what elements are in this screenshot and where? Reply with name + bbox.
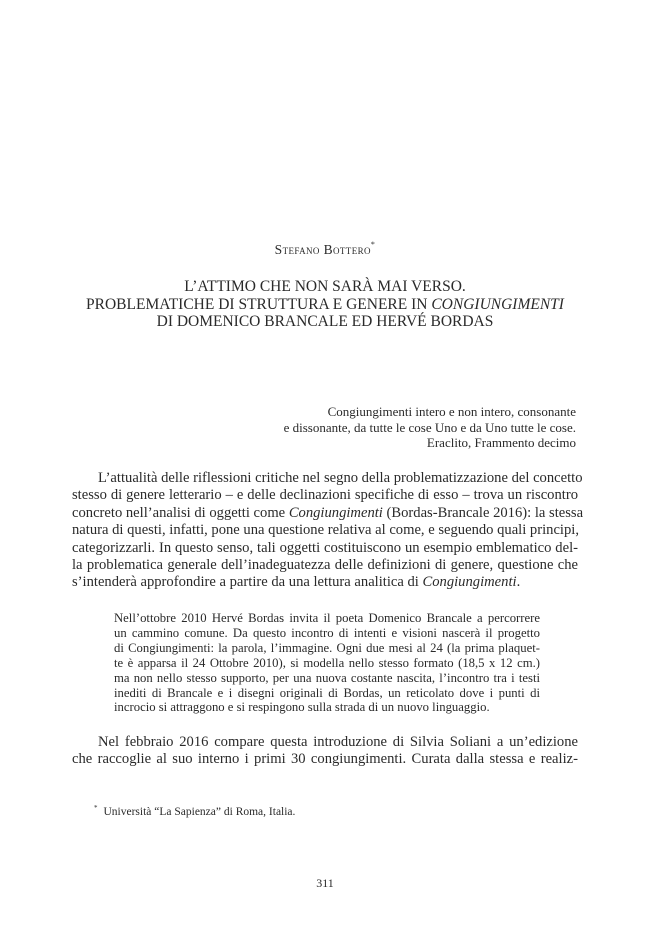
paragraph-1-line: stesso di genere letterario – e delle declinazioni specifiche di esso – trova un riscontro: [72, 487, 578, 504]
author-footnote-marker[interactable]: *: [370, 240, 376, 249]
paragraph-1-line: [72, 504, 584, 522]
paragraph-1-line: [72, 574, 578, 591]
epigraph-attribution: Eraclito, Frammento decimo: [426, 435, 576, 451]
paragraph-1-line: L’attualità delle riflessioni critiche nel segno della problematizzazione del concetto: [98, 470, 583, 486]
title-work-name: CONGIUNGIMENTI: [431, 295, 564, 313]
quote-line: incrocio si attraggono e si respingono sulla strada di un nuovo linguaggio.: [114, 700, 490, 715]
footnote: [94, 806, 295, 818]
text-run: (Bordas-Brancale 2016): la stessa: [382, 504, 584, 521]
paragraph-2-line: Nel febbraio 2016 compare questa introduzione di Silvia Soliani a un’edizione: [98, 734, 578, 750]
block-quote: [114, 611, 540, 715]
text-run: .: [516, 574, 521, 591]
quote-line: inediti di Brancale e i disegni originali di Bordas, un reticolato dove i punti di: [114, 685, 540, 700]
paragraph-2-line: che raccoglie al suo interno i primi 30 congiungimenti. Curata dalla stessa e realiz-: [72, 751, 578, 768]
quote-line: te è apparsa il 24 Ottobre 2010), si modella nello stesso formato (18,5 x 12 cm.): [114, 655, 540, 670]
article-title: [60, 278, 590, 331]
paragraph-1-line: la problematica generale dell’inadeguatezza delle definizioni di genere, questione che: [72, 557, 578, 574]
title-line-1: L’ATTIMO CHE NON SARÀ MAI VERSO.: [184, 278, 466, 295]
work-title-italic: Congiungimenti: [288, 504, 383, 521]
author-name: [0, 242, 650, 258]
body-paragraph-1: [72, 470, 584, 592]
quote-line: Nell’ottobre 2010 Hervé Bordas invita il poeta Domenico Brancale a percorrere: [114, 611, 540, 625]
author-first-name: Stefano: [274, 242, 320, 257]
text-run: s’intenderà approfondire a partire da una lettura analitica di: [72, 574, 423, 591]
epigraph-line-1: Congiungimenti intero e non intero, consonante: [327, 404, 576, 419]
text-run: concreto nell’analisi di oggetti come: [72, 504, 289, 521]
epigraph-line-2: e dissonante, da tutte le cose Uno e da Uno tutte le cose.: [283, 419, 576, 435]
body-paragraph-2: [72, 734, 578, 769]
title-line-2: [60, 296, 590, 314]
footnote-marker: *: [94, 804, 98, 812]
title-line-2-text: PROBLEMATICHE DI STRUTTURA E GENERE IN: [86, 295, 432, 313]
quote-line: ma non nello stesso supporto, per una nuova costante nascita, l’incontro tra i testi: [114, 670, 540, 685]
epigraph: [284, 404, 576, 451]
quote-line: un cammino comune. Da questo incontro di intenti e visioni nascerà il progetto: [114, 625, 540, 640]
quote-line: di Congiungimenti: la parola, l’immagine. Ogni due mesi al 24 (la prima plaquet-: [114, 640, 540, 655]
work-title-italic: Congiungimenti: [422, 574, 517, 591]
paragraph-1-line: natura di questi, infatti, pone una questione relativa al come, e seguendo quali principi,: [72, 522, 579, 539]
paragraph-1-line: categorizzarli. In questo senso, tali oggetti costituiscono un esempio emblematico del-: [72, 539, 578, 556]
page-number: 311: [316, 876, 334, 890]
footnote-text: Università “La Sapienza” di Roma, Italia.: [103, 806, 296, 818]
title-line-3: DI DOMENICO BRANCALE ED HERVÉ BORDAS: [156, 313, 494, 330]
author-last-name: Bottero: [323, 242, 371, 257]
